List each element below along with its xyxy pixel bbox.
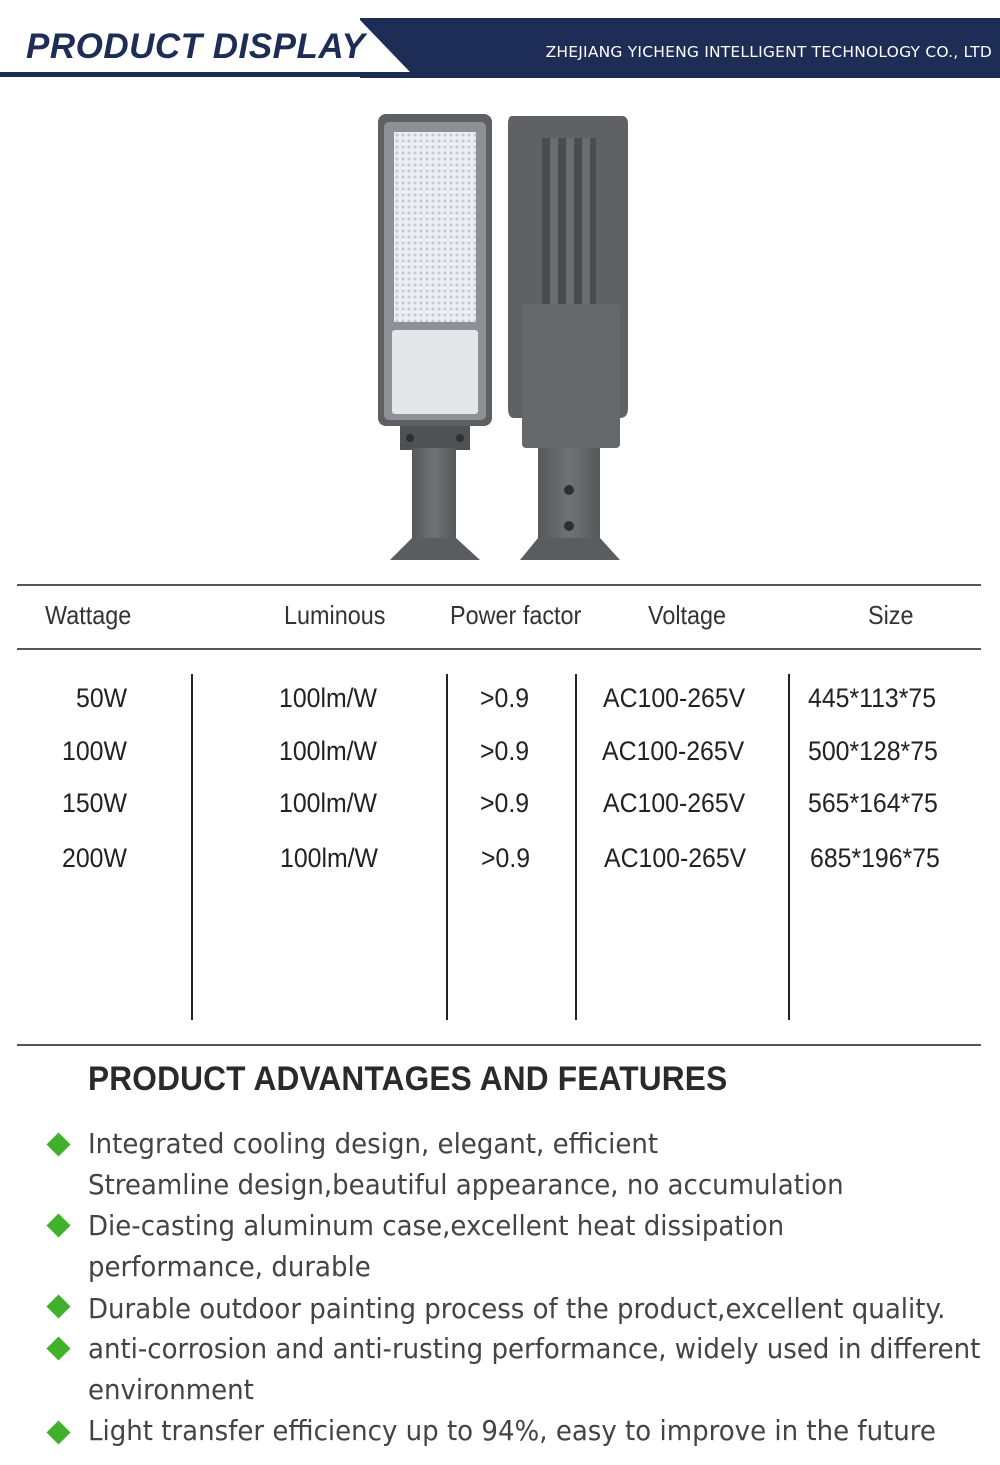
cell-luminous: 100lm/W (279, 683, 378, 713)
feature-line: environment (88, 1373, 254, 1406)
column-divider (575, 674, 577, 1020)
cell-luminous: 100lm/W (279, 736, 378, 766)
cell-size: 565*164*75 (808, 788, 938, 818)
cell-wattage: 150W (62, 788, 127, 818)
cell-power-factor: >0.9 (480, 683, 530, 713)
green-diamond-bullet-icon (46, 1420, 70, 1444)
cell-luminous: 100lm/W (280, 843, 379, 873)
cell-size: 445*113*75 (808, 683, 937, 713)
cell-voltage: AC100-265V (603, 788, 746, 818)
cell-wattage: 50W (76, 683, 128, 713)
header-banner (0, 0, 1000, 85)
cell-power-factor: >0.9 (480, 788, 530, 818)
company-name: ZHEJIANG YICHENG INTELLIGENT TECHNOLOGY CO., LTD (545, 43, 992, 61)
cell-voltage: AC100-265V (602, 736, 745, 766)
page-title: PRODUCT DISPLAY (26, 27, 366, 66)
green-diamond-bullet-icon (46, 1336, 70, 1360)
feature-line: performance, durable (88, 1250, 371, 1283)
front-view (378, 114, 492, 560)
header-voltage: Voltage (648, 600, 727, 630)
column-divider (788, 674, 790, 1020)
feature-line: Integrated cooling design, elegant, efficient (88, 1127, 659, 1160)
header-size: Size (868, 600, 914, 630)
cell-voltage: AC100-265V (603, 683, 746, 713)
cell-luminous: 100lm/W (279, 788, 378, 818)
column-divider (191, 674, 193, 1020)
header-power-factor: Power factor (450, 600, 582, 630)
green-diamond-bullet-icon (46, 1294, 70, 1318)
back-view (508, 116, 628, 560)
table-top-rule (17, 584, 981, 586)
feature-line: Die-casting aluminum case,excellent heat dissipation (88, 1209, 785, 1242)
cell-size: 685*196*75 (810, 843, 940, 873)
cell-power-factor: >0.9 (480, 736, 530, 766)
cell-wattage: 100W (62, 736, 127, 766)
banner-underline (0, 72, 420, 77)
green-diamond-bullet-icon (46, 1132, 70, 1156)
header-luminous: Luminous (284, 600, 386, 630)
feature-line: Durable outdoor painting process of the product,excellent quality. (88, 1292, 946, 1325)
header-wattage: Wattage (45, 600, 132, 630)
column-divider (446, 674, 448, 1020)
feature-line: Light transfer efficiency up to 94%, easy to improve in the future (88, 1414, 936, 1447)
table-header-rule (17, 648, 981, 650)
cell-size: 500*128*75 (808, 736, 938, 766)
cell-wattage: 200W (62, 843, 127, 873)
green-diamond-bullet-icon (46, 1213, 70, 1237)
feature-line: anti-corrosion and anti-rusting performance, widely used in different (88, 1332, 981, 1365)
cell-voltage: AC100-265V (604, 843, 747, 873)
feature-line: Streamline design,beautiful appearance, no accumulation (88, 1168, 844, 1201)
cell-power-factor: >0.9 (481, 843, 531, 873)
product-image (370, 108, 640, 568)
table-bottom-rule (17, 1044, 981, 1046)
features-title: PRODUCT ADVANTAGES AND FEATURES (88, 1060, 728, 1098)
